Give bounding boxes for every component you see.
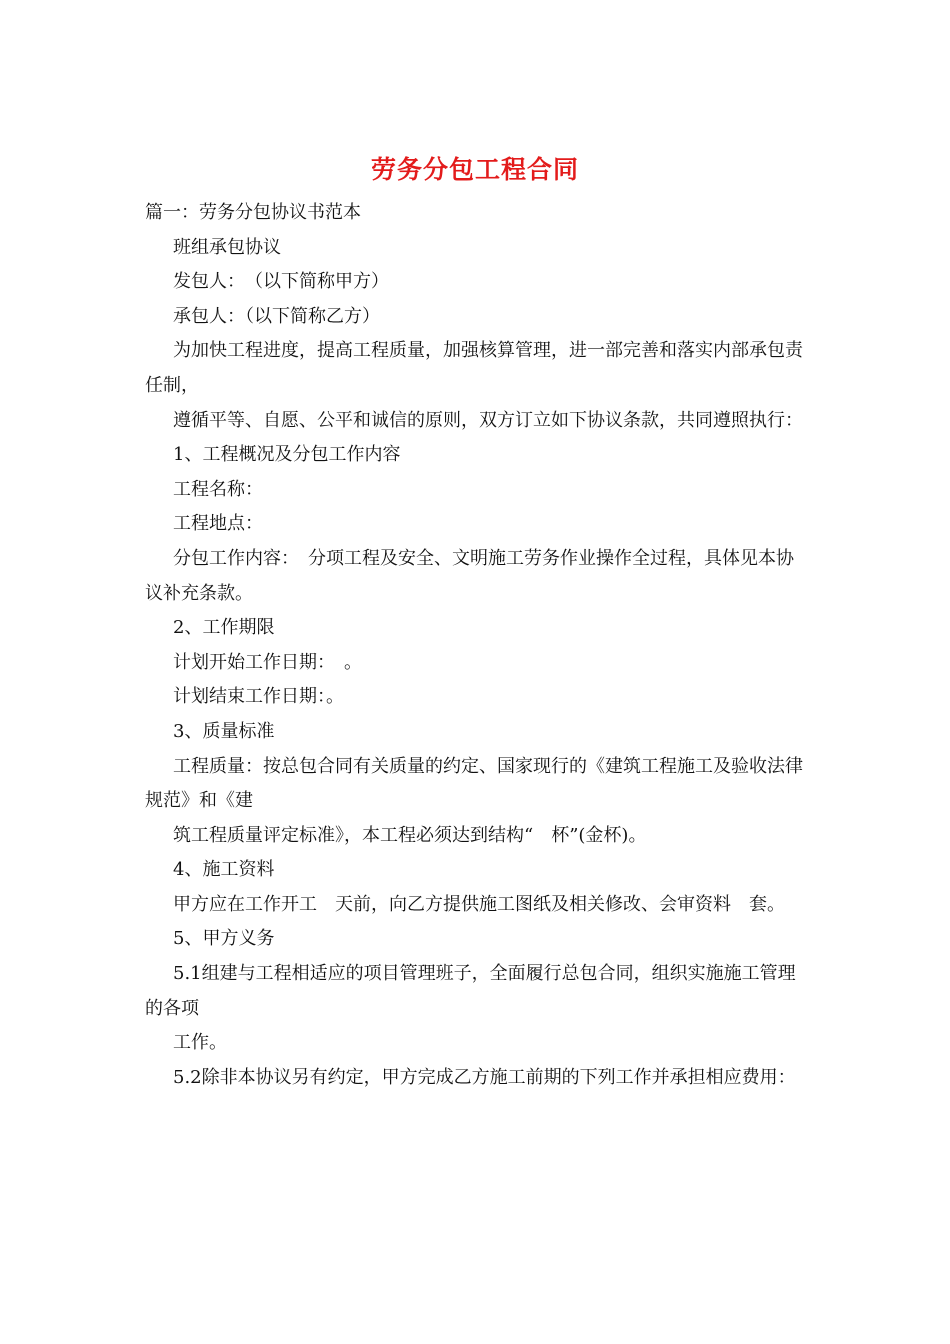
paragraph: 工程名称： [173,478,263,500]
paragraph: 遵循平等、自愿、公平和诚信的原则，双方订立如下协议条款，共同遵照执行： [173,409,803,431]
paragraph: 为加快工程进度，提高工程质量，加强核算管理，进一部完善和落实内部承包责任制， [145,340,803,396]
document-title: 劳务分包工程合同 [370,155,579,184]
paragraph: 3、质量标准 [173,720,275,742]
paragraph: 工程地点： [173,513,263,535]
paragraph: 工作。 [173,1032,227,1054]
paragraph: 发包人： （以下简称甲方） [173,271,389,293]
paragraph: 甲方应在工作开工 天前，向乙方提供施工图纸及相关修改、会审资料 套。 [173,893,785,915]
paragraph: 计划开始工作日期： 。 [173,651,362,673]
paragraph: 5、甲方义务 [173,928,275,950]
paragraph: 筑工程质量评定标准》，本工程必须达到结构“ 杯”(金杯)。 [173,824,647,846]
paragraph: 分包工作内容： 分项工程及安全、文明施工劳务作业操作全过程，具体见本协议补充条款。 [145,547,794,604]
paragraph: 5.1组建与工程相适应的项目管理班子，全面履行总包合同，组织实施施工管理的各项 [145,963,796,1019]
paragraph: 4、施工资料 [173,859,275,881]
document-body [145,196,810,1095]
paragraph: 承包人：（以下简称乙方） [173,305,380,327]
paragraph: 工程质量：按总包合同有关质量的约定、国家现行的《建筑工程施工及验收法律规范》和《建 [145,755,803,812]
paragraph: 班组承包协议 [173,236,281,258]
paragraph: 篇一：劳务分包协议书范本 [145,202,361,223]
paragraph: 2、工作期限 [173,617,275,639]
paragraph: 5.2除非本协议另有约定，甲方完成乙方施工前期的下列工作并承担相应费用： [173,1066,796,1088]
paragraph: 1、工程概况及分包工作内容 [173,444,401,466]
paragraph: 计划结束工作日期：。 [173,686,344,708]
